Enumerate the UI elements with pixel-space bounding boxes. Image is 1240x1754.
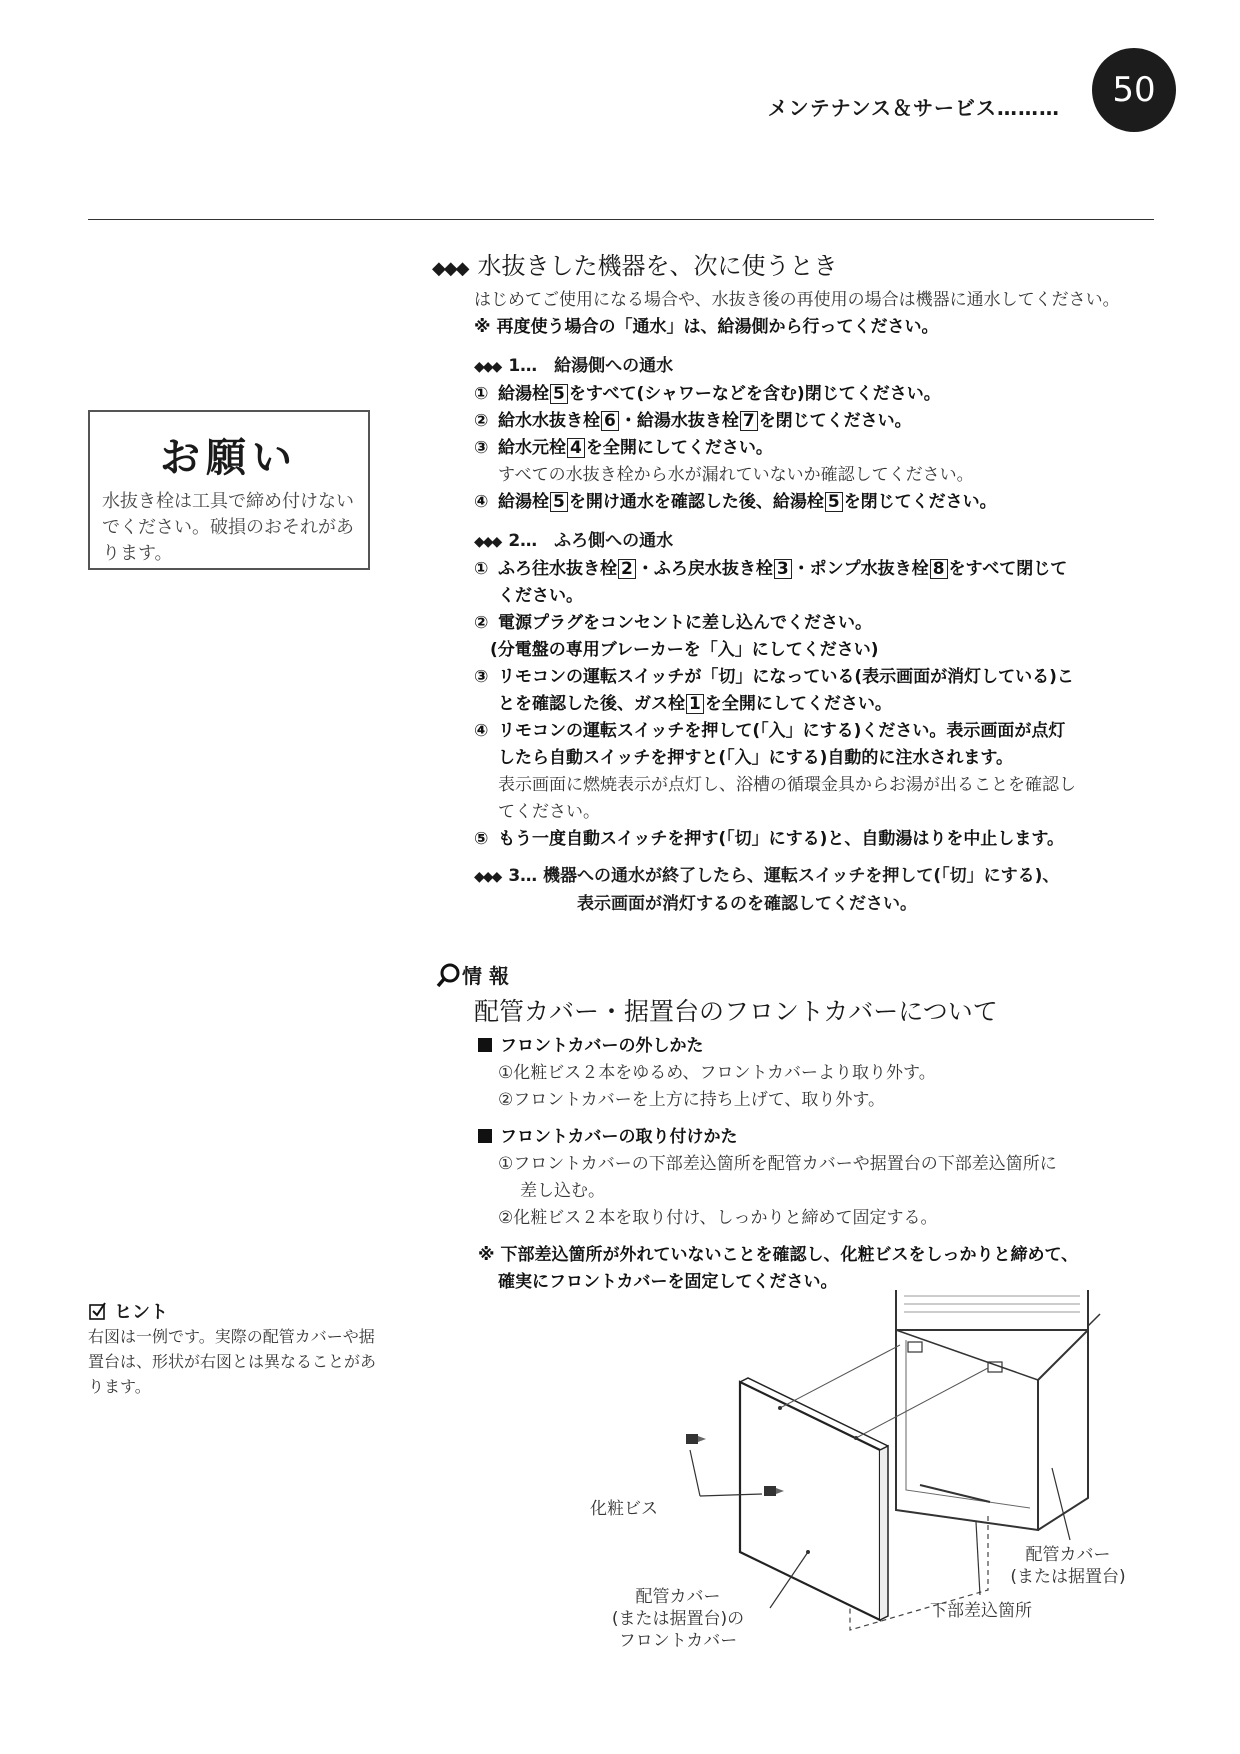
page-number: 50 bbox=[1092, 48, 1176, 132]
step1-item-4: ④ 給湯栓 5 を開け通水を確認した後、給湯栓 5 を閉じてください。 bbox=[474, 492, 997, 512]
square-bullet-icon bbox=[478, 1038, 492, 1052]
main-body bbox=[474, 287, 1154, 918]
step1-item-2: ② 給水水抜き栓 6 ・給湯水抜き栓 7 を閉じてください。 bbox=[474, 411, 912, 431]
checkbox-icon bbox=[88, 1301, 108, 1321]
remove-step-2: ②フロントカバーを上方に持ち上げて、取り外す。 bbox=[498, 1090, 886, 1110]
hint-text: 右図は一例です。実際の配管カバーや据置台は、形状が右図とは異なることがあります。 bbox=[88, 1327, 377, 1396]
attach-step-1: ①フロントカバーの下部差込箇所を配管カバーや据置台の下部差込箇所に bbox=[498, 1154, 1057, 1174]
step1-item-1: ① 給湯栓 5 をすべて(シャワーなどを含む)閉じてください。 bbox=[474, 384, 941, 404]
diamond-marker-icon: ◆◆◆ bbox=[474, 359, 501, 375]
info-note: ※ 下部差込箇所が外れていないことを確認し、化粧ビスをしっかりと締めて、 確実にフロントカバーを固定してください。 bbox=[478, 1245, 1079, 1292]
step1-item-3: ③ 給水元栓 4 を全開にしてください。 bbox=[474, 438, 773, 458]
pipe-cover-label: 配管カバー (または据置台) bbox=[1010, 1545, 1126, 1587]
request-title: お願い bbox=[160, 435, 298, 481]
divider-rule bbox=[88, 219, 1154, 220]
step1-heading: ◆◆◆ 1… 給湯側への通水 bbox=[474, 356, 674, 376]
magnifier-icon bbox=[436, 962, 462, 988]
step2-heading: ◆◆◆ 2… ふろ側への通水 bbox=[474, 531, 674, 551]
request-box bbox=[88, 410, 370, 570]
attach-step-1-cont: 差し込む。 bbox=[520, 1181, 605, 1201]
front-cover-label: 配管カバー (または据置台)の フロントカバー bbox=[611, 1587, 745, 1651]
insert-point-label: 下部差込箇所 bbox=[930, 1601, 1032, 1621]
reuse-note: ※ 再度使う場合の「通水」は、給湯側から行ってください。 bbox=[474, 317, 939, 337]
info-heading: 情 報 bbox=[436, 960, 509, 989]
square-bullet-icon bbox=[478, 1129, 492, 1143]
hint-block bbox=[88, 1298, 378, 1399]
screw-label: 化粧ビス bbox=[590, 1499, 658, 1519]
front-cover-figure bbox=[590, 1290, 1140, 1664]
diamond-marker-icon: ◆◆◆ bbox=[432, 258, 468, 279]
info-title: 配管カバー・据置台のフロントカバーについて bbox=[474, 997, 998, 1026]
header-dots: ……… bbox=[997, 96, 1060, 120]
hint-heading: ヒント bbox=[88, 1298, 378, 1324]
step3: ◆◆◆ 3… 機器への通水が終了したら、運転スイッチを押して(「切」にする)、 表示画面が消灯するのを確認してください。 bbox=[474, 866, 1060, 914]
step2-item-2: ② 電源プラグをコンセントに差し込んでください。 bbox=[474, 613, 872, 633]
section-title: ◆◆◆ 水抜きした機器を、次に使うとき bbox=[432, 252, 838, 280]
step2-item-5: ⑤ もう一度自動スイッチを押す(「切」にする)と、自動湯はりを中止します。 bbox=[474, 829, 1064, 849]
request-text: 水抜き栓は工具で締め付けないでください。破損のおそれがあります。 bbox=[102, 491, 354, 564]
remove-heading: フロントカバーの外しかた bbox=[478, 1033, 1158, 1060]
intro-text: はじめてご使用になる場合や、水抜き後の再使用の場合は機器に通水してください。 bbox=[474, 290, 1120, 310]
diamond-marker-icon: ◆◆◆ bbox=[474, 534, 501, 550]
step2-item-2-note: (分電盤の専用ブレーカーを「入」にしてください) bbox=[490, 640, 879, 660]
screw-icon bbox=[686, 1434, 706, 1444]
diamond-marker-icon: ◆◆◆ bbox=[474, 869, 501, 885]
step2-item-1: ① ふろ往水抜き栓 2 ・ふろ戻水抜き栓 3 ・ポンプ水抜き栓 8 をすべて閉じて ください。 bbox=[474, 559, 1068, 606]
step2-item-3: ③ リモコンの運転スイッチが「切」になっている(表示画面が消灯している)こ とを確認した後、ガス栓 1 を全開にしてください。 bbox=[474, 667, 1074, 714]
info-body bbox=[478, 1033, 1158, 1296]
header-section-title: メンテナンス＆サービス……… bbox=[767, 96, 1060, 120]
step2-item-4-note: 表示画面に燃焼表示が点灯し、浴槽の循環金具からお湯が出ることを確認し てください。 bbox=[498, 775, 1076, 822]
attach-step-2: ②化粧ビス２本を取り付け、しっかりと締めて固定する。 bbox=[498, 1208, 938, 1228]
attach-heading: フロントカバーの取り付けかた bbox=[478, 1124, 1158, 1151]
remove-step-1: ①化粧ビス２本をゆるめ、フロントカバーより取り外す。 bbox=[498, 1063, 936, 1083]
step1-item-3-note: すべての水抜き栓から水が漏れていないか確認してください。 bbox=[498, 465, 974, 485]
step2-item-4: ④ リモコンの運転スイッチを押して(「入」にする)ください。表示画面が点灯 したら自動スイッチを押すと(「入」にする)自動的に注水されます。 bbox=[474, 721, 1066, 768]
